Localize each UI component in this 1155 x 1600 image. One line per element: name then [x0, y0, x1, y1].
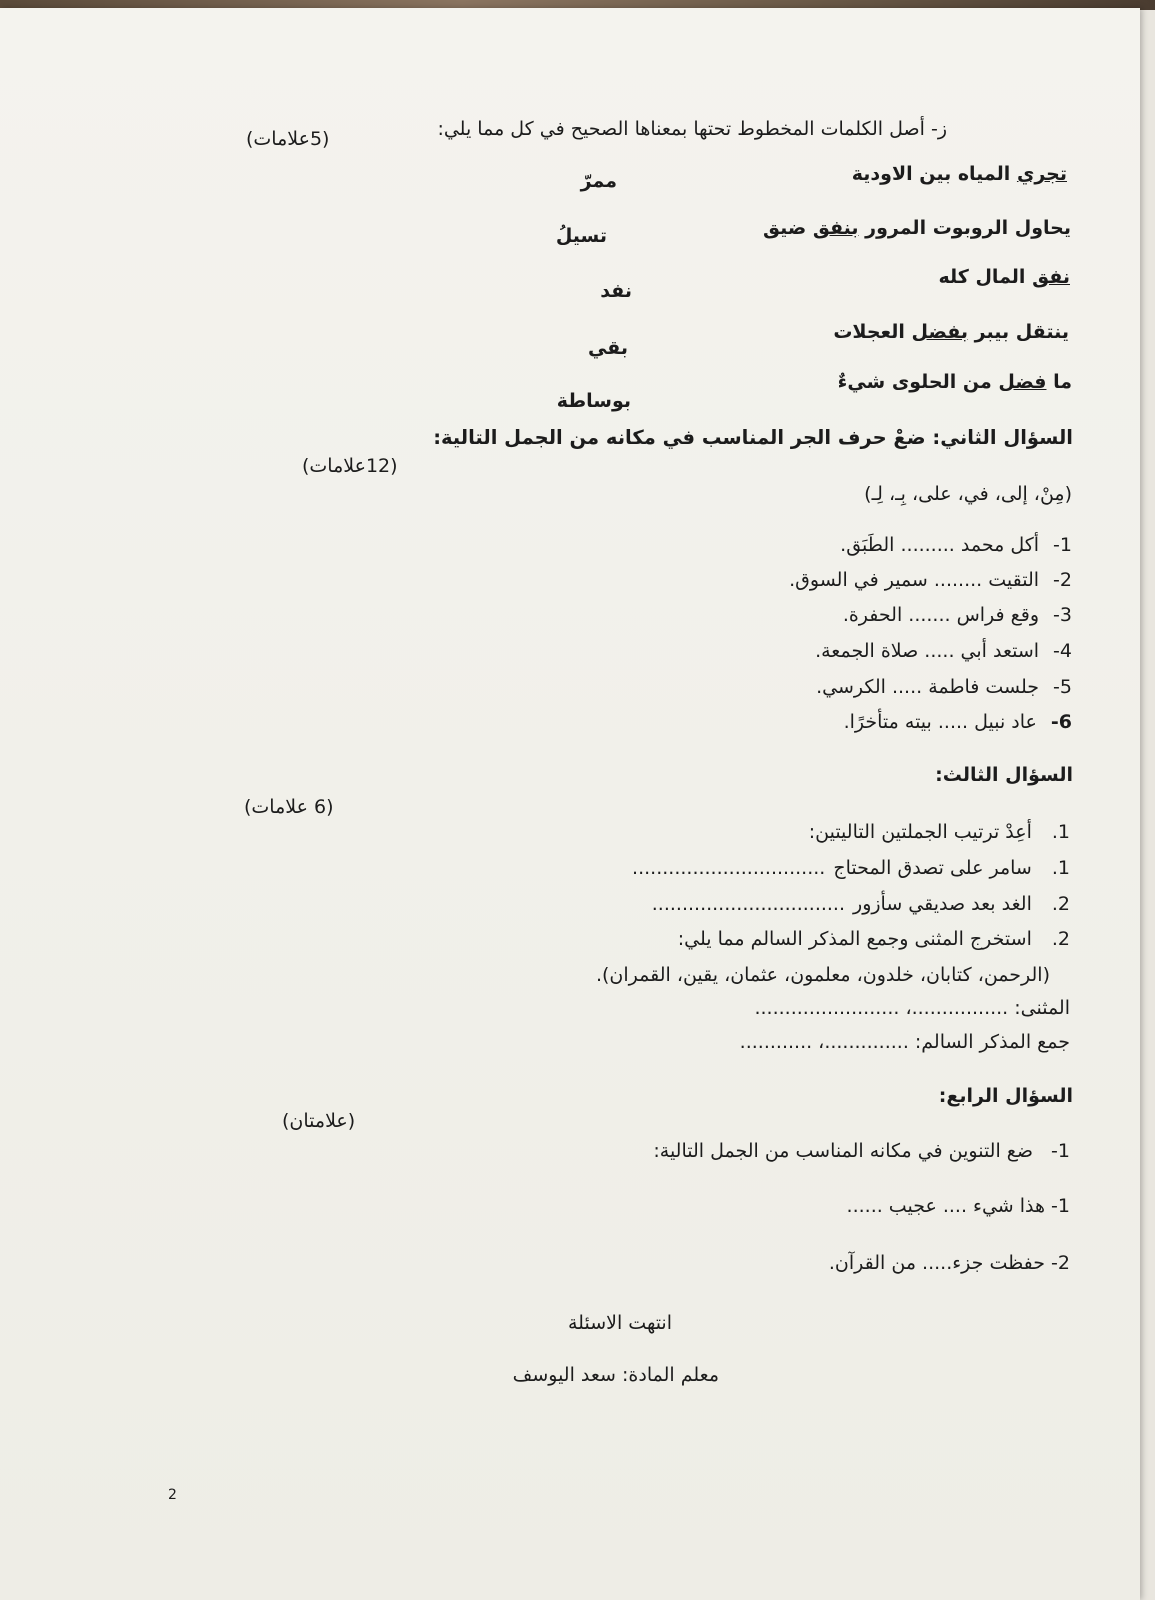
q1-sentence-5: ما فضل من الحلوى شيءٌ — [837, 371, 1072, 393]
q3-marks: (6 علامات) — [244, 796, 334, 818]
q3-sentence-1: 1.سامر على تصدق المحتاج................................ — [632, 857, 1070, 879]
q2-item-2: 2-التقيت ........ سمير في السوق. — [789, 569, 1072, 591]
q2-item-1: 1-أكل محمد ......... الطَبَق. — [840, 534, 1072, 556]
q4-instruction: 1-ضع التنوين في مكانه المناسب من الجمل التالية: — [653, 1140, 1070, 1162]
q3-part1: 1.أعِدْ ترتيب الجملتين التاليتين: — [808, 821, 1070, 843]
q1-meaning-4: بقي — [587, 337, 628, 359]
q2-options: (مِنْ، إلى، في، على، بِـ، لِـ) — [864, 483, 1072, 505]
q1-marks: (5علامات) — [246, 128, 330, 150]
q3-plural: جمع المذكر السالم:..............، ............ — [739, 1031, 1070, 1053]
q3-words: (الرحمن، كتابان، خلدون، معلمون، عثمان، يقين، القمران). — [595, 964, 1050, 986]
q1-sentence-3: نفق المال كله — [938, 266, 1070, 288]
q2-item-3: 3-وقع فراس ....... الحفرة. — [842, 604, 1072, 626]
q1-meaning-2: تسيلُ — [555, 225, 607, 247]
q2-title: السؤال الثاني: ضعْ حرف الجر المناسب في مكانه من الجمل التالية: — [433, 426, 1073, 449]
q1-meaning-5: بوساطة — [556, 390, 631, 412]
q3-dual: المثنى:................، ........................ — [754, 997, 1070, 1019]
end-of-questions: انتهت الاسئلة — [568, 1312, 672, 1334]
q4-item-1: 1-هذا شيء .... عجيب ...... — [846, 1195, 1070, 1217]
teacher-name: معلم المادة: سعد اليوسف — [512, 1364, 719, 1386]
q1-sentence-1: تجري المياه بين الاودية — [851, 163, 1067, 185]
q1-sentence-4: ينتقل بيبر بفضل العجلات — [833, 321, 1069, 343]
q4-item-2: 2-حفظت جزء..... من القرآن. — [828, 1252, 1070, 1274]
q3-part2: 2.استخرج المثنى وجمع المذكر السالم مما يلي: — [677, 928, 1070, 950]
q3-sentence-2: 2.الغد بعد صديقي سأزور................................ — [651, 893, 1070, 915]
q2-item-6: 6-عاد نبيل ..... بيته متأخرًا. — [843, 711, 1072, 733]
q4-title: السؤال الرابع: — [938, 1085, 1073, 1107]
page-number: 2 — [168, 1487, 177, 1503]
q2-item-4: 4-استعد أبي ..... صلاة الجمعة. — [815, 640, 1072, 662]
q1-title: ز- أصل الكلمات المخطوط تحتها بمعناها الصحيح في كل مما يلي: — [437, 118, 947, 140]
q4-marks: (علامتان) — [282, 1110, 356, 1132]
q3-title: السؤال الثالث: — [935, 764, 1073, 786]
q1-meaning-1: ممرّ — [580, 170, 617, 192]
q1-sentence-2: يحاول الروبوت المرور بنفق ضيق — [762, 217, 1071, 239]
q1-meaning-3: نفد — [600, 280, 632, 302]
q2-marks: (12علامات) — [302, 455, 398, 477]
q2-item-5: 5-جلست فاطمة ..... الكرسي. — [816, 676, 1072, 698]
